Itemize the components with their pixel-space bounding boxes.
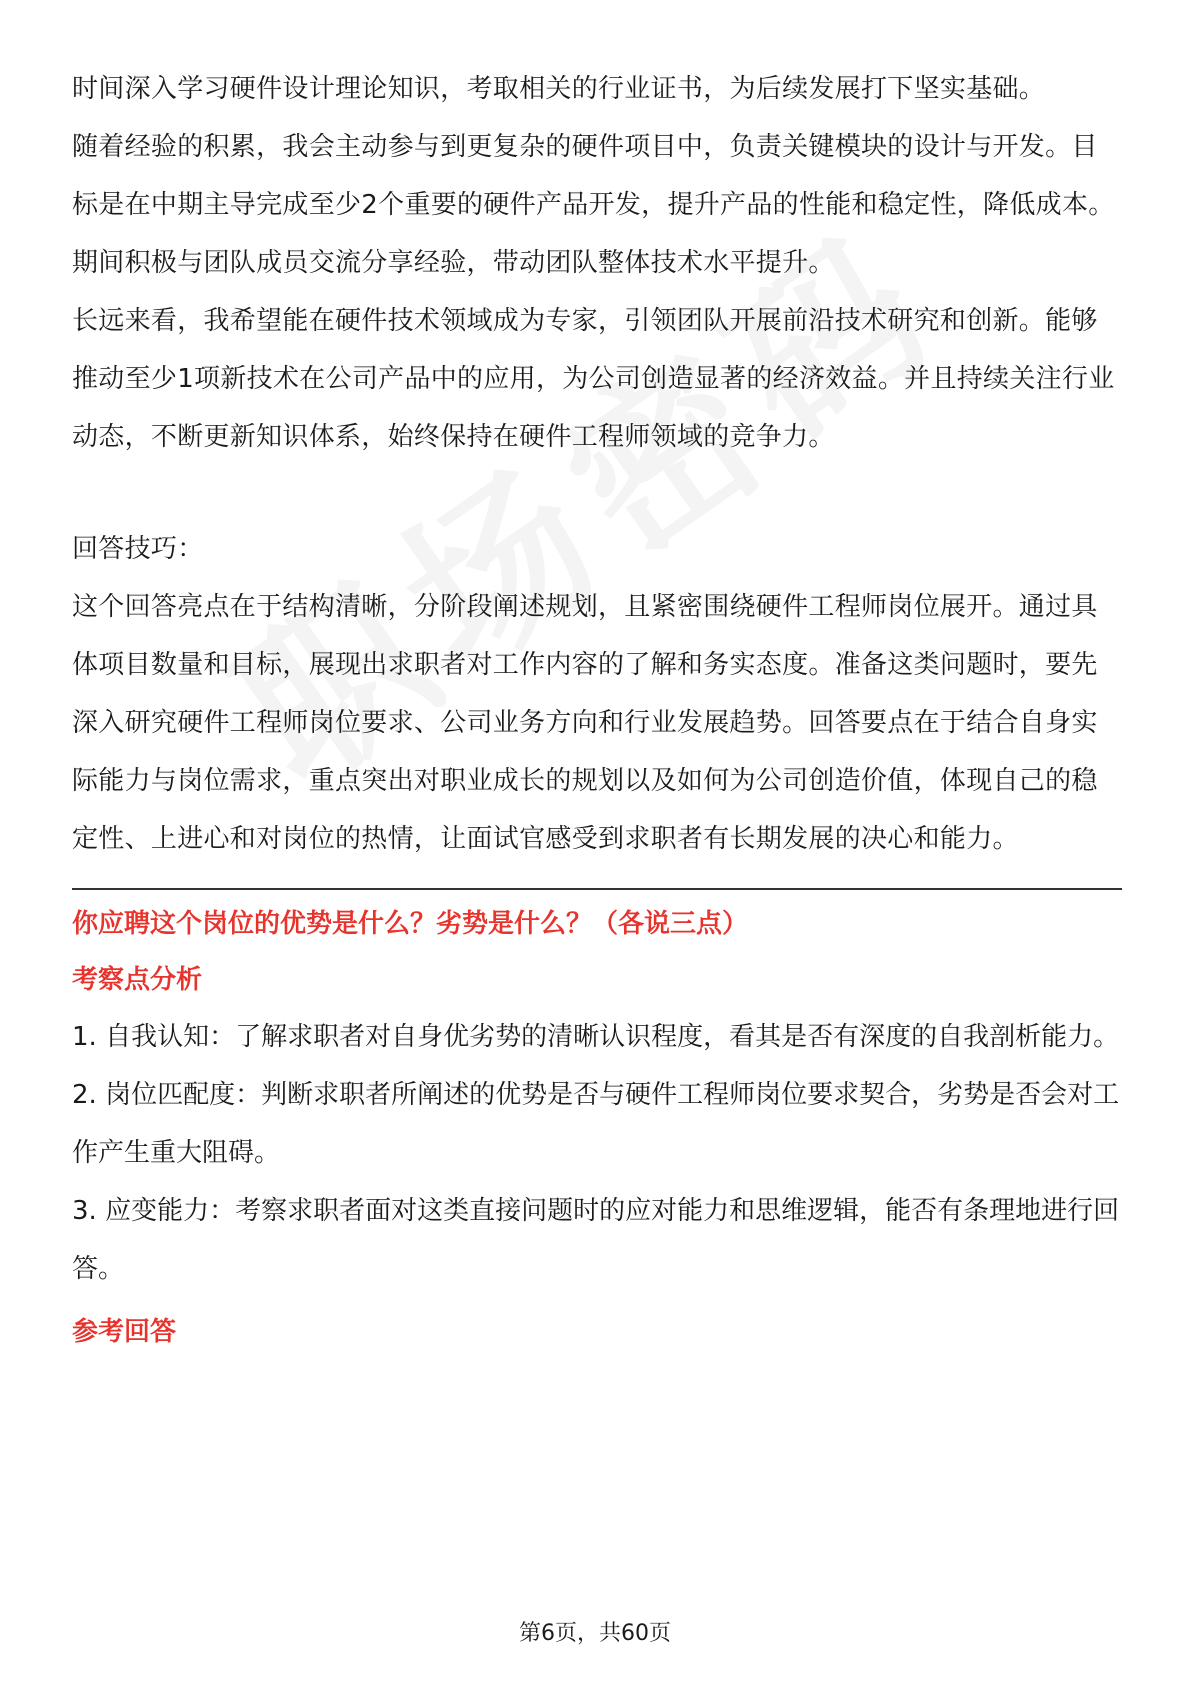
analysis-item-1: 1. 自我认知：了解求职者对自身优劣势的清晰认识程度，看其是否有深度的自我剖析能力。 <box>72 1022 1120 1052</box>
analysis-heading: 考察点分析 <box>72 965 203 995</box>
analysis-item-3: 3. 应变能力：考察求职者面对这类直接问题时的应对能力和思维逻辑，能否有条理地进行回答。 <box>72 1196 1120 1284</box>
document-content <box>72 60 1122 1360</box>
page-number: 第6页，共60页 <box>519 1621 671 1646</box>
analysis-item-2: 2. 岗位匹配度：判断求职者所阐述的优势是否与硬件工程师岗位要求契合，劣势是否会对工作产生重大阻碍。 <box>72 1080 1120 1168</box>
tips-label: 回答技巧： <box>72 534 204 564</box>
plan-paragraph-mid-term: 随着经验的积累，我会主动参与到更复杂的硬件项目中，负责关键模块的设计与开发。目标是在中期主导完成至少2个重要的硬件产品开发，提升产品的性能和稳定性，降低成本。期间积极与团队成员交流分享经验，带动团队整体技术水平提升。 <box>72 132 1115 278</box>
spacer <box>72 466 1122 520</box>
section-divider <box>72 888 1122 890</box>
plan-paragraph-short-term: 时间深入学习硬件设计理论知识，考取相关的行业证书，为后续发展打下坚实基础。 <box>72 74 1046 104</box>
plan-paragraph-long-term: 长远来看，我希望能在硬件技术领域成为专家，引领团队开展前沿技术研究和创新。能够推动至少1项新技术在公司产品中的应用，为公司创造显著的经济效益。并且持续关注行业动态，不断更新知识体系，始终保持在硬件工程师领域的竞争力。 <box>72 306 1115 452</box>
answer-heading: 参考回答 <box>72 1317 177 1347</box>
tips-text: 这个回答亮点在于结构清晰，分阶段阐述规划，且紧密围绕硬件工程师岗位展开。通过具体项目数量和目标，展现出求职者对工作内容的了解和务实态度。准备这类问题时，要先深入研究硬件工程师岗位要求、公司业务方向和行业发展趋势。回答要点在于结合自身实际能力与岗位需求，重点突出对职业成长的规划以及如何为公司创造价值，体现自己的稳定性、上进心和对岗位的热情，让面试官感受到求职者有长期发展的决心和能力。 <box>72 592 1098 854</box>
question-title: 你应聘这个岗位的优势是什么？劣势是什么？（各说三点） <box>72 909 749 939</box>
